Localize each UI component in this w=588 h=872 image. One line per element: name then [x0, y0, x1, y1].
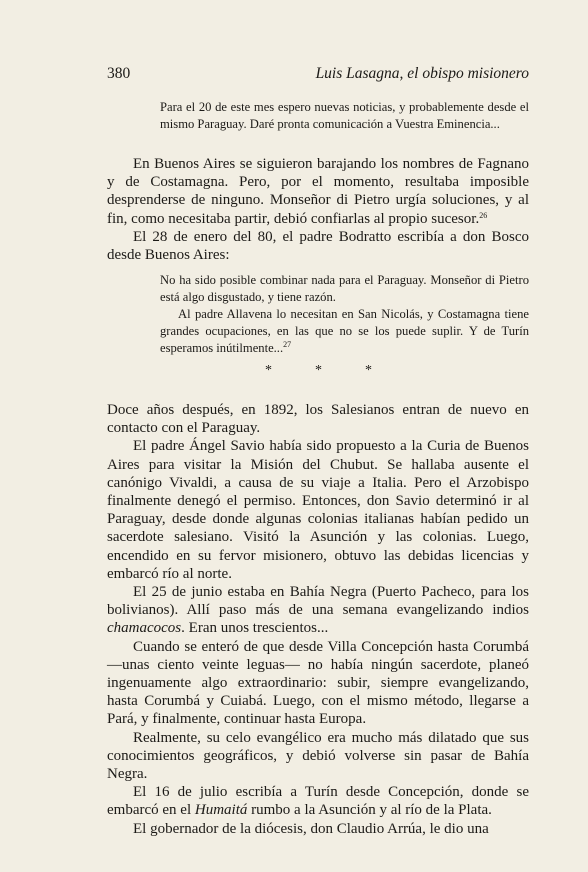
- italic-text: chamacocos: [107, 620, 182, 637]
- separator-star: *: [365, 363, 372, 378]
- body-paragraph: Doce años después, en 1892, los Salesianos entran de nuevo en contacto con el Paraguay.: [107, 402, 529, 437]
- body-paragraph: [107, 155, 529, 228]
- block-quote-1: [160, 99, 529, 133]
- footnote-ref-27: 27: [283, 340, 292, 349]
- quote-paragraph: No ha sido posible combinar nada para el Paraguay. Monseñor di Pietro está algo disgustado, y tiene razón.: [160, 273, 529, 304]
- separator-star: *: [315, 363, 322, 378]
- running-title: Luis Lasagna, el obispo misionero: [315, 65, 529, 82]
- paragraph-text: En Buenos Aires se siguieron barajando los nombres de Fagnano y de Costamagna. Pero, por el momento, resultaba imposible desprenderse de ninguno. Monseñor di Pietro urgía soluciones, y al fin, como necesitaba partir, debió confiarlas al propio sucesor.: [107, 156, 529, 227]
- body-text-1: [107, 155, 529, 264]
- quote-paragraph: [160, 306, 529, 357]
- quote-text: Al padre Allavena lo necesitan en San Nicolás, y Costamagna tiene grandes ocupaciones, en las que no se los puede suplir. Y de Turín esperamos inútilmente...: [160, 307, 529, 355]
- text-run: El 16 de julio escribía a Turín desde Concepción, donde se embarcó en el: [107, 784, 529, 819]
- body-paragraph: [107, 583, 529, 638]
- footnote-ref-26: 26: [479, 210, 488, 220]
- text-run: . Eran unos trescientos...: [181, 620, 329, 637]
- text-run: El 25 de junio estaba en Bahía Negra (Puerto Pacheco, para los bolivianos). Allí paso más de una semana evangelizando indios: [107, 584, 529, 619]
- block-quote-2: [160, 272, 529, 357]
- body-paragraph: El gobernador de la diócesis, don Claudio Arrúa, le dio una: [133, 820, 489, 837]
- body-paragraph: Cuando se enteró de que desde Villa Concepción hasta Corumbá —unas ciento veinte leguas— no había ningún sacerdote, planeó ingenuamente algo extraordinario: subir, siempre evangelizando, hasta Corumbá y Cuiabá. Luego, con el mismo método, llegarse a Pará, y finalmente, continuar hasta Europa.: [107, 638, 529, 728]
- body-paragraph: [107, 783, 529, 819]
- italic-text: Humaitá: [194, 802, 248, 819]
- separator-star: *: [265, 363, 272, 378]
- page-header: [107, 65, 529, 85]
- body-text-2: [107, 401, 529, 838]
- body-paragraph: El padre Ángel Savio había sido propuesto a la Curia de Buenos Aires para visitar la Misión del Chubut. Se hallaba ausente el canónigo Vivaldi, a causa de su viaje a Italia. Pero el Arzobispo finalmente denegó el permiso. Entonces, don Savio determinó ir al Paraguay, desde donde algunas colonias italianas habían pedido un sacerdote salesiano. Visitó la Asunción y las colonias. Luego, encendido en su fervor misionero, obtuvo las debidas licencias y embarcó río al norte.: [107, 438, 529, 582]
- page-number: 380: [107, 65, 131, 82]
- body-paragraph: El 28 de enero del 80, el padre Bodratto escribía a don Bosco desde Buenos Aires:: [107, 228, 529, 264]
- quote-paragraph: Para el 20 de este mes espero nuevas noticias, y probablemente desde el mismo Paraguay. Daré pronta comunicación a Vuestra Eminencia...: [160, 100, 529, 131]
- body-paragraph: Realmente, su celo evangélico era mucho más dilatado que sus conocimientos geográficos, y debió volverse sin pasar de Bahía Negra.: [107, 729, 529, 783]
- section-separator: [0, 363, 588, 379]
- text-run: rumbo a la Asunción y al río de la Plata.: [247, 802, 492, 819]
